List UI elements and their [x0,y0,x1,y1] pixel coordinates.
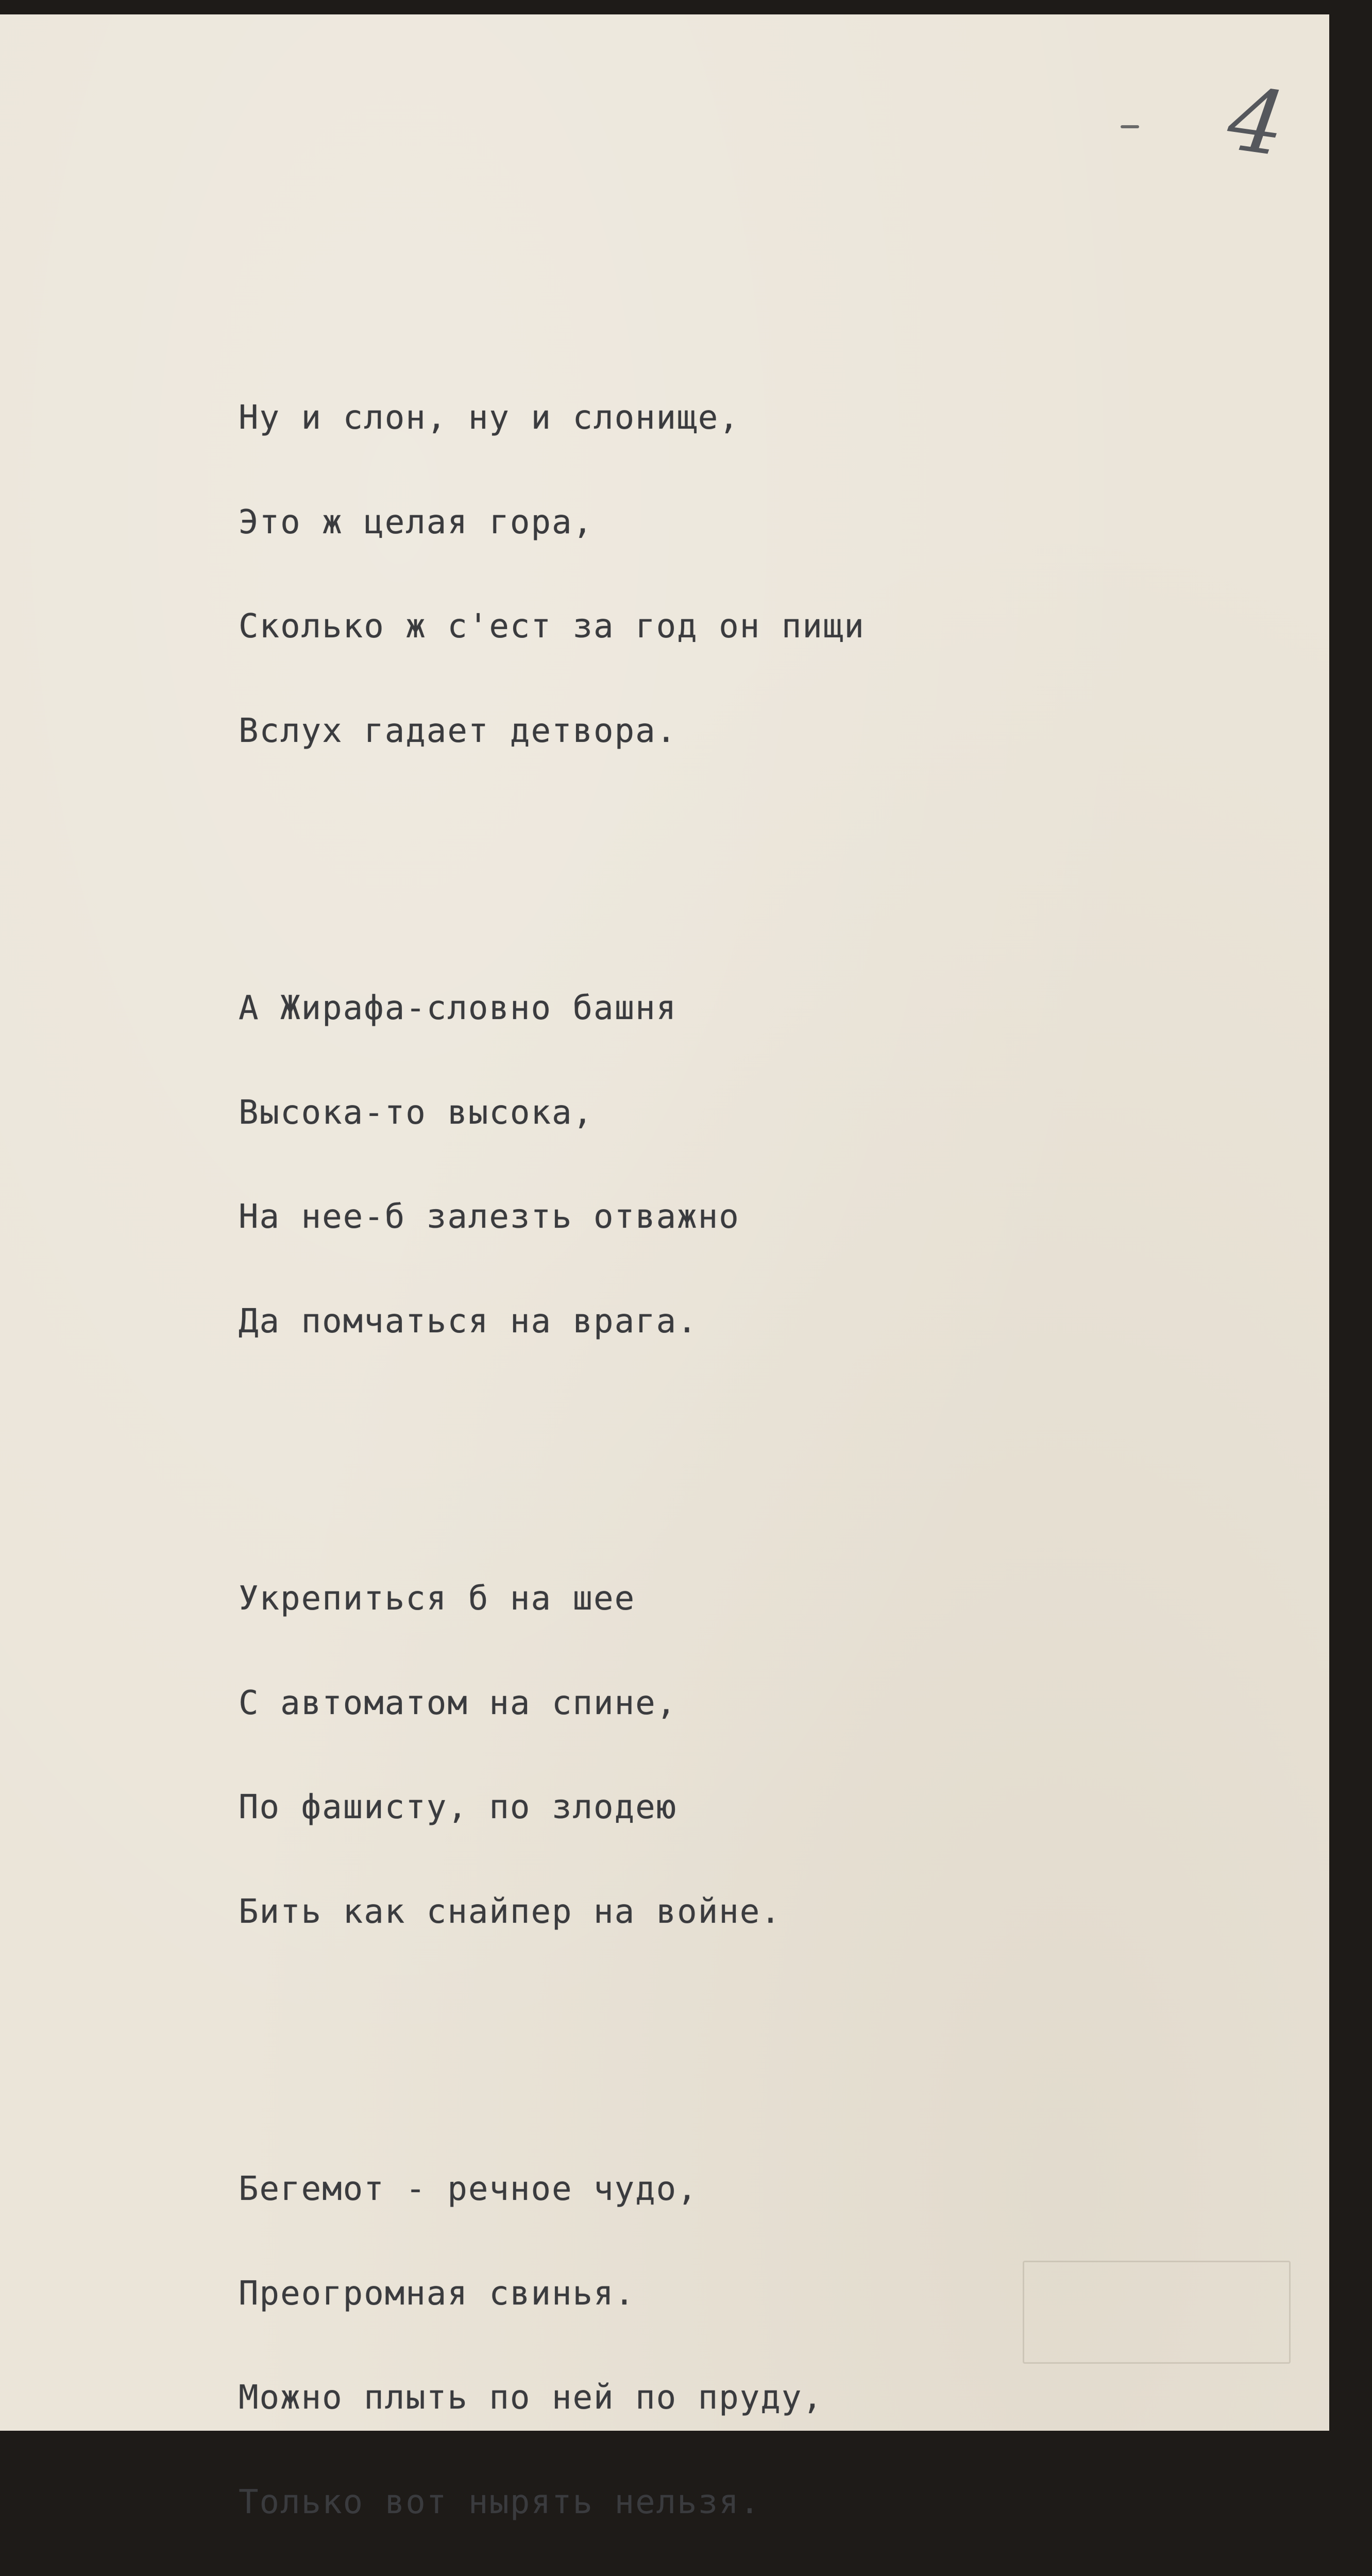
poem-line: Бегемот - речное чудо, [239,2170,698,2208]
poem-line: Ну и слон, ну и слонище, [239,399,740,437]
scan-border [1329,0,1372,2450]
stanza [239,331,1217,818]
poem-line: Укрепиться б на шее [239,1580,636,1618]
poem-line: Вслух гадает детвора. [239,711,677,750]
poem-line: С автоматом на спине, [239,1684,677,1722]
poem-body [239,262,1217,2576]
document-page [0,14,1329,2521]
stanza [239,922,1217,1409]
poem-line: Высока-то высока, [239,1093,594,1132]
poem-line: Бить как снайпер на войне. [239,1892,782,1931]
poem-line: Да помчаться на врага. [239,1302,698,1341]
poem-line: Преогромная свинья. [239,2274,636,2313]
poem-line: На нее-б залезть отважно [239,1198,740,1236]
poem-line: Можно плыть по ней по пруду, [239,2379,823,2417]
poem-line: Только вот нырять нельзя. [239,2483,761,2521]
pencil-dash-mark [1121,125,1139,128]
poem-line: Это ж целая гора, [239,503,594,541]
poem-line: А Жирафа-словно башня [239,989,677,1027]
page-number: 4 [1222,67,1292,177]
stanza [239,1512,1217,1999]
faded-archive-stamp [1023,2261,1291,2364]
poem-line: Сколько ж с'ест за год он пищи [239,607,865,646]
poem-line: По фашисту, по злодею [239,1788,677,1826]
